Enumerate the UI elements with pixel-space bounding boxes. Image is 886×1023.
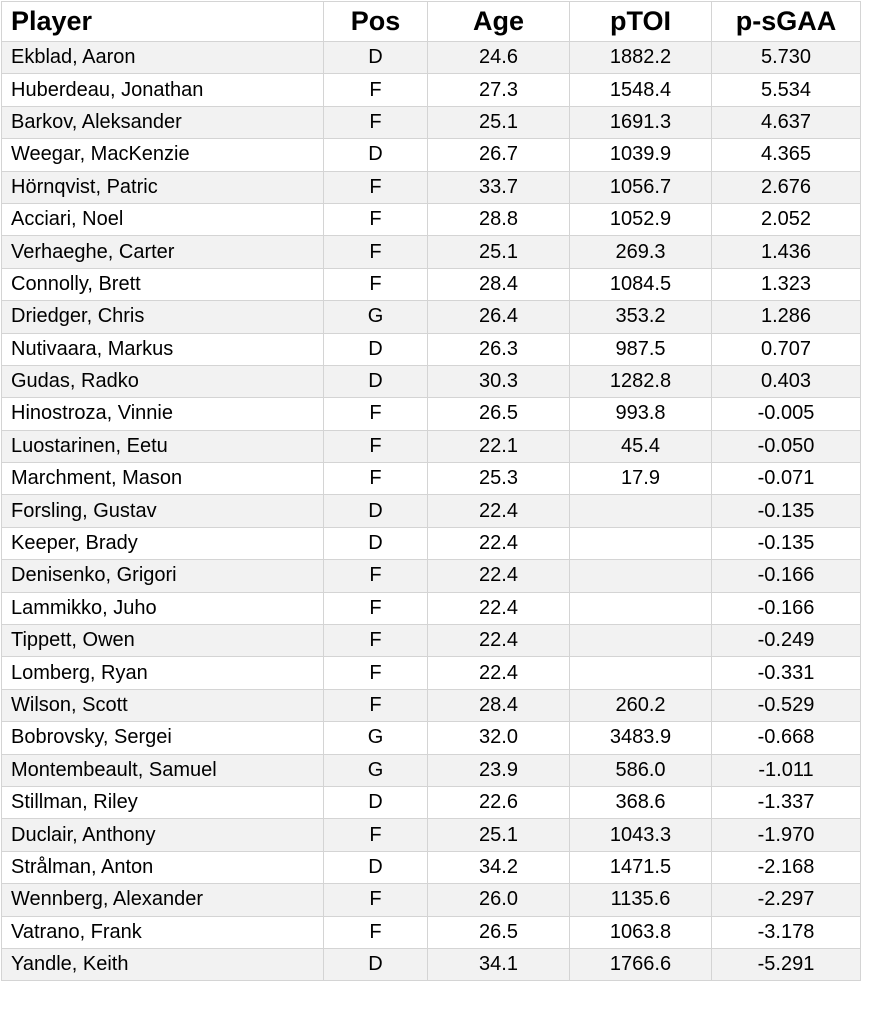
cell-player: Weegar, MacKenzie <box>2 139 324 171</box>
column-header-psgaa: p-sGAA <box>712 2 861 42</box>
cell-psgaa: -0.005 <box>712 398 861 430</box>
cell-player: Tippett, Owen <box>2 625 324 657</box>
cell-psgaa: -0.249 <box>712 625 861 657</box>
cell-age: 26.7 <box>428 139 570 171</box>
table-row <box>2 106 861 138</box>
cell-age: 33.7 <box>428 171 570 203</box>
cell-psgaa: 0.403 <box>712 365 861 397</box>
cell-player: Ekblad, Aaron <box>2 42 324 74</box>
cell-pos: F <box>324 463 428 495</box>
cell-pos: D <box>324 786 428 818</box>
player-stats-table <box>1 1 861 981</box>
cell-pos: F <box>324 268 428 300</box>
table-row <box>2 560 861 592</box>
cell-psgaa: -0.050 <box>712 430 861 462</box>
cell-player: Forsling, Gustav <box>2 495 324 527</box>
cell-psgaa: -0.071 <box>712 463 861 495</box>
cell-player: Hinostroza, Vinnie <box>2 398 324 430</box>
cell-psgaa: -0.668 <box>712 722 861 754</box>
cell-pos: F <box>324 657 428 689</box>
cell-player: Duclair, Anthony <box>2 819 324 851</box>
table-row <box>2 333 861 365</box>
cell-ptoi <box>570 625 712 657</box>
table-row <box>2 495 861 527</box>
cell-age: 26.4 <box>428 301 570 333</box>
cell-pos: F <box>324 884 428 916</box>
cell-age: 23.9 <box>428 754 570 786</box>
cell-pos: F <box>324 689 428 721</box>
cell-ptoi: 1882.2 <box>570 42 712 74</box>
cell-ptoi <box>570 495 712 527</box>
cell-pos: D <box>324 948 428 980</box>
cell-age: 26.5 <box>428 916 570 948</box>
cell-psgaa: 5.534 <box>712 74 861 106</box>
table-row <box>2 884 861 916</box>
cell-age: 32.0 <box>428 722 570 754</box>
cell-pos: G <box>324 722 428 754</box>
column-header-ptoi: pTOI <box>570 2 712 42</box>
cell-player: Yandle, Keith <box>2 948 324 980</box>
cell-psgaa: -5.291 <box>712 948 861 980</box>
cell-player: Vatrano, Frank <box>2 916 324 948</box>
cell-ptoi: 1471.5 <box>570 851 712 883</box>
cell-player: Wilson, Scott <box>2 689 324 721</box>
cell-age: 28.4 <box>428 268 570 300</box>
cell-pos: F <box>324 236 428 268</box>
cell-player: Luostarinen, Eetu <box>2 430 324 462</box>
table-row <box>2 365 861 397</box>
cell-pos: F <box>324 106 428 138</box>
cell-psgaa: 1.323 <box>712 268 861 300</box>
cell-age: 22.4 <box>428 527 570 559</box>
cell-age: 22.6 <box>428 786 570 818</box>
cell-ptoi: 1691.3 <box>570 106 712 138</box>
cell-pos: F <box>324 398 428 430</box>
cell-age: 27.3 <box>428 74 570 106</box>
cell-ptoi: 1084.5 <box>570 268 712 300</box>
cell-psgaa: 2.676 <box>712 171 861 203</box>
cell-pos: D <box>324 333 428 365</box>
cell-player: Bobrovsky, Sergei <box>2 722 324 754</box>
cell-ptoi: 1043.3 <box>570 819 712 851</box>
table-row <box>2 948 861 980</box>
cell-pos: D <box>324 139 428 171</box>
cell-ptoi: 269.3 <box>570 236 712 268</box>
cell-ptoi: 586.0 <box>570 754 712 786</box>
table-row <box>2 625 861 657</box>
table-row <box>2 754 861 786</box>
cell-player: Acciari, Noel <box>2 203 324 235</box>
table-row <box>2 301 861 333</box>
cell-player: Lammikko, Juho <box>2 592 324 624</box>
table-row <box>2 916 861 948</box>
cell-psgaa: -0.135 <box>712 495 861 527</box>
cell-psgaa: 4.637 <box>712 106 861 138</box>
cell-player: Hörnqvist, Patric <box>2 171 324 203</box>
cell-ptoi: 1039.9 <box>570 139 712 171</box>
cell-psgaa: -2.297 <box>712 884 861 916</box>
cell-player: Connolly, Brett <box>2 268 324 300</box>
table-row <box>2 657 861 689</box>
cell-player: Stillman, Riley <box>2 786 324 818</box>
cell-psgaa: -0.331 <box>712 657 861 689</box>
cell-age: 26.0 <box>428 884 570 916</box>
cell-psgaa: 1.286 <box>712 301 861 333</box>
cell-psgaa: 2.052 <box>712 203 861 235</box>
table-row <box>2 463 861 495</box>
cell-pos: F <box>324 592 428 624</box>
column-header-player: Player <box>2 2 324 42</box>
cell-pos: D <box>324 42 428 74</box>
cell-player: Strålman, Anton <box>2 851 324 883</box>
cell-ptoi: 993.8 <box>570 398 712 430</box>
cell-age: 30.3 <box>428 365 570 397</box>
cell-pos: G <box>324 754 428 786</box>
table-row <box>2 171 861 203</box>
header-row <box>2 2 861 42</box>
table-row <box>2 592 861 624</box>
cell-player: Gudas, Radko <box>2 365 324 397</box>
cell-ptoi: 1282.8 <box>570 365 712 397</box>
cell-player: Verhaeghe, Carter <box>2 236 324 268</box>
cell-age: 22.4 <box>428 657 570 689</box>
cell-psgaa: 0.707 <box>712 333 861 365</box>
table-row <box>2 430 861 462</box>
table-row <box>2 42 861 74</box>
table-row <box>2 851 861 883</box>
cell-ptoi: 987.5 <box>570 333 712 365</box>
cell-pos: F <box>324 560 428 592</box>
table-row <box>2 398 861 430</box>
cell-pos: F <box>324 916 428 948</box>
cell-player: Marchment, Mason <box>2 463 324 495</box>
table-row <box>2 527 861 559</box>
cell-psgaa: -0.135 <box>712 527 861 559</box>
cell-psgaa: -1.970 <box>712 819 861 851</box>
cell-age: 34.1 <box>428 948 570 980</box>
cell-ptoi: 260.2 <box>570 689 712 721</box>
cell-psgaa: -1.011 <box>712 754 861 786</box>
column-header-age: Age <box>428 2 570 42</box>
table-body <box>2 42 861 981</box>
cell-ptoi: 368.6 <box>570 786 712 818</box>
cell-pos: F <box>324 430 428 462</box>
cell-age: 24.6 <box>428 42 570 74</box>
cell-ptoi: 17.9 <box>570 463 712 495</box>
cell-age: 25.1 <box>428 819 570 851</box>
table-row <box>2 268 861 300</box>
cell-ptoi <box>570 657 712 689</box>
table-row <box>2 722 861 754</box>
cell-player: Denisenko, Grigori <box>2 560 324 592</box>
cell-pos: F <box>324 74 428 106</box>
cell-ptoi: 1766.6 <box>570 948 712 980</box>
cell-player: Huberdeau, Jonathan <box>2 74 324 106</box>
cell-ptoi: 3483.9 <box>570 722 712 754</box>
cell-ptoi: 353.2 <box>570 301 712 333</box>
cell-age: 25.1 <box>428 106 570 138</box>
cell-psgaa: -1.337 <box>712 786 861 818</box>
cell-psgaa: -0.166 <box>712 560 861 592</box>
table-row <box>2 74 861 106</box>
cell-psgaa: 5.730 <box>712 42 861 74</box>
cell-player: Montembeault, Samuel <box>2 754 324 786</box>
cell-player: Lomberg, Ryan <box>2 657 324 689</box>
cell-ptoi: 1135.6 <box>570 884 712 916</box>
cell-psgaa: -2.168 <box>712 851 861 883</box>
cell-ptoi <box>570 560 712 592</box>
cell-age: 25.3 <box>428 463 570 495</box>
table-row <box>2 786 861 818</box>
cell-age: 28.8 <box>428 203 570 235</box>
cell-age: 22.1 <box>428 430 570 462</box>
cell-ptoi: 1548.4 <box>570 74 712 106</box>
table-row <box>2 819 861 851</box>
cell-pos: D <box>324 527 428 559</box>
cell-player: Wennberg, Alexander <box>2 884 324 916</box>
cell-ptoi <box>570 592 712 624</box>
cell-psgaa: 4.365 <box>712 139 861 171</box>
cell-age: 26.5 <box>428 398 570 430</box>
cell-player: Barkov, Aleksander <box>2 106 324 138</box>
cell-ptoi: 1052.9 <box>570 203 712 235</box>
cell-age: 22.4 <box>428 592 570 624</box>
cell-pos: D <box>324 365 428 397</box>
cell-pos: F <box>324 171 428 203</box>
cell-psgaa: -3.178 <box>712 916 861 948</box>
cell-age: 26.3 <box>428 333 570 365</box>
table-row <box>2 689 861 721</box>
cell-age: 25.1 <box>428 236 570 268</box>
cell-age: 22.4 <box>428 625 570 657</box>
table-row <box>2 203 861 235</box>
cell-psgaa: 1.436 <box>712 236 861 268</box>
cell-ptoi <box>570 527 712 559</box>
cell-age: 34.2 <box>428 851 570 883</box>
cell-age: 28.4 <box>428 689 570 721</box>
cell-age: 22.4 <box>428 560 570 592</box>
cell-pos: D <box>324 851 428 883</box>
cell-ptoi: 1056.7 <box>570 171 712 203</box>
cell-pos: F <box>324 819 428 851</box>
cell-age: 22.4 <box>428 495 570 527</box>
table-row <box>2 139 861 171</box>
cell-player: Driedger, Chris <box>2 301 324 333</box>
table-row <box>2 236 861 268</box>
cell-psgaa: -0.166 <box>712 592 861 624</box>
cell-player: Keeper, Brady <box>2 527 324 559</box>
cell-pos: D <box>324 495 428 527</box>
cell-pos: F <box>324 203 428 235</box>
column-header-pos: Pos <box>324 2 428 42</box>
cell-pos: G <box>324 301 428 333</box>
cell-player: Nutivaara, Markus <box>2 333 324 365</box>
cell-ptoi: 45.4 <box>570 430 712 462</box>
cell-ptoi: 1063.8 <box>570 916 712 948</box>
cell-psgaa: -0.529 <box>712 689 861 721</box>
cell-pos: F <box>324 625 428 657</box>
